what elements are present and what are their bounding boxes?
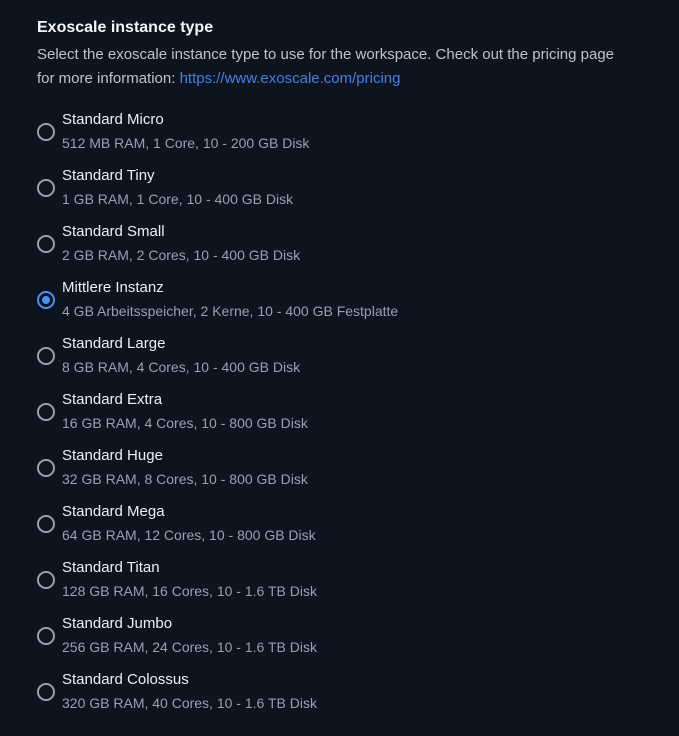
option-label: Standard Huge xyxy=(62,447,163,464)
radio-button-icon[interactable] xyxy=(37,459,55,477)
radio-button-icon[interactable] xyxy=(37,571,55,589)
option-description: 64 GB RAM, 12 Cores, 10 - 800 GB Disk xyxy=(62,527,316,543)
instance-type-option-4[interactable] xyxy=(37,335,642,376)
radio-button-icon[interactable] xyxy=(37,347,55,365)
option-text xyxy=(62,223,300,264)
option-label: Standard Large xyxy=(62,335,166,352)
option-text xyxy=(62,335,300,376)
option-label: Standard Mega xyxy=(62,503,165,520)
option-text xyxy=(62,615,317,656)
option-description: 128 GB RAM, 16 Cores, 10 - 1.6 TB Disk xyxy=(62,583,317,599)
instance-type-option-5[interactable] xyxy=(37,391,642,432)
option-description: 256 GB RAM, 24 Cores, 10 - 1.6 TB Disk xyxy=(62,639,317,655)
radio-button-icon[interactable] xyxy=(37,235,55,253)
option-text xyxy=(62,671,317,712)
page-title: Exoscale instance type xyxy=(37,19,214,36)
option-label: Standard Extra xyxy=(62,391,163,408)
option-description: 320 GB RAM, 40 Cores, 10 - 1.6 TB Disk xyxy=(62,695,317,711)
radio-button-icon[interactable] xyxy=(37,403,55,421)
option-text xyxy=(62,279,398,320)
option-label: Standard Colossus xyxy=(62,671,189,688)
instance-type-option-10[interactable] xyxy=(37,671,642,712)
option-label: Mittlere Instanz xyxy=(62,279,164,296)
instance-type-option-6[interactable] xyxy=(37,447,642,488)
instance-type-option-8[interactable] xyxy=(37,559,642,600)
radio-button-icon[interactable] xyxy=(37,627,55,645)
instance-type-option-7[interactable] xyxy=(37,503,642,544)
option-text xyxy=(62,111,309,152)
instance-type-option-9[interactable] xyxy=(37,615,642,656)
radio-button-icon[interactable] xyxy=(37,683,55,701)
instance-type-option-3[interactable] xyxy=(37,279,642,320)
option-label: Standard Small xyxy=(62,223,165,240)
radio-button-icon[interactable] xyxy=(37,123,55,141)
option-label: Standard Tiny xyxy=(62,167,155,184)
option-description: 4 GB Arbeitsspeicher, 2 Kerne, 10 - 400 GB Festplatte xyxy=(62,303,399,319)
option-text xyxy=(62,167,293,208)
option-label: Standard Titan xyxy=(62,559,160,576)
option-label: Standard Jumbo xyxy=(62,615,173,632)
option-text xyxy=(62,503,316,544)
option-description: 32 GB RAM, 8 Cores, 10 - 800 GB Disk xyxy=(62,471,308,487)
instance-type-radio-group xyxy=(37,111,642,712)
option-label: Standard Micro xyxy=(62,111,164,128)
option-text xyxy=(62,447,308,488)
radio-button-icon[interactable] xyxy=(37,291,55,309)
option-description: 8 GB RAM, 4 Cores, 10 - 400 GB Disk xyxy=(62,359,301,375)
instance-type-option-1[interactable] xyxy=(37,167,642,208)
form-description xyxy=(37,43,629,91)
radio-button-icon[interactable] xyxy=(37,515,55,533)
option-text xyxy=(62,391,308,432)
option-description: 2 GB RAM, 2 Cores, 10 - 400 GB Disk xyxy=(62,247,301,263)
option-description: 16 GB RAM, 4 Cores, 10 - 800 GB Disk xyxy=(62,415,308,431)
form-description-text: Select the exoscale instance type to use for the workspace. Check out the pricing page for more information: xyxy=(37,46,615,87)
instance-type-option-2[interactable] xyxy=(37,223,642,264)
option-description: 1 GB RAM, 1 Core, 10 - 400 GB Disk xyxy=(62,191,294,207)
radio-button-icon[interactable] xyxy=(37,179,55,197)
instance-type-option-0[interactable] xyxy=(37,111,642,152)
option-description: 512 MB RAM, 1 Core, 10 - 200 GB Disk xyxy=(62,135,310,151)
pricing-link[interactable]: https://www.exoscale.com/pricing xyxy=(179,70,401,87)
option-text xyxy=(62,559,317,600)
